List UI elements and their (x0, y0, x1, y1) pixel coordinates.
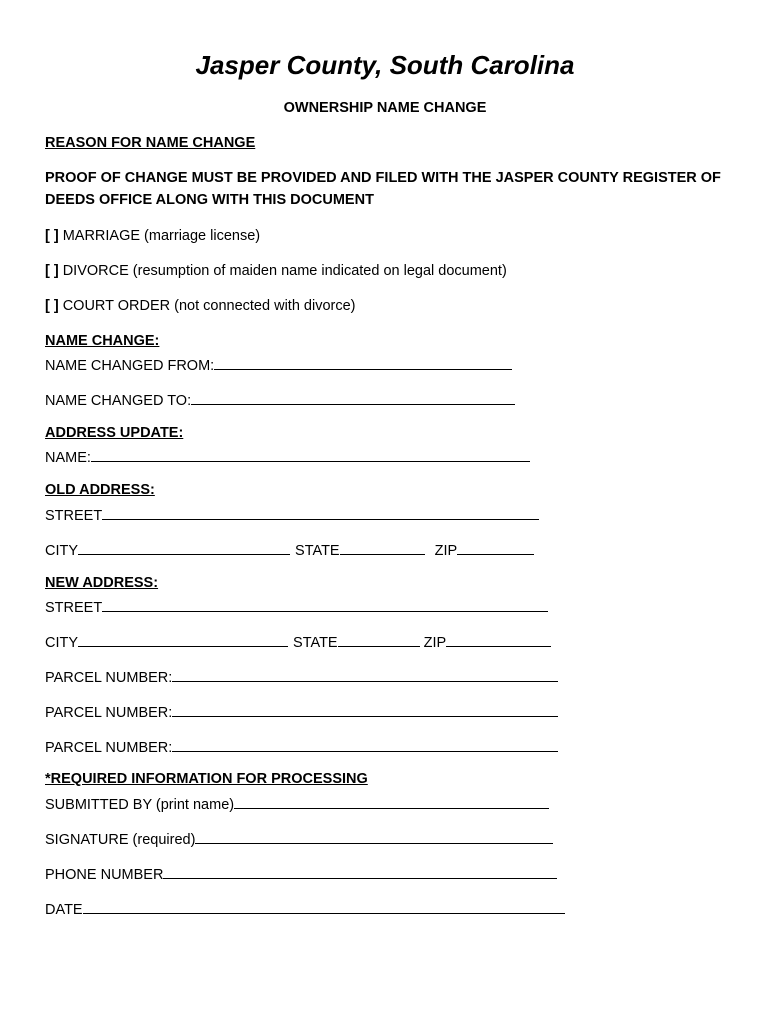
parcel-number-field-2[interactable] (172, 702, 558, 717)
address-name-field[interactable] (91, 447, 530, 462)
submitted-by-label: SUBMITTED BY (print name) (45, 797, 235, 813)
old-zip-field[interactable] (457, 540, 534, 555)
new-zip-field[interactable] (446, 632, 551, 647)
required-info-heading: *REQUIRED INFORMATION FOR PROCESSING (45, 771, 368, 787)
name-changed-from-field[interactable] (214, 355, 512, 370)
signature-row (45, 829, 553, 848)
signature-label: SIGNATURE (required) (45, 832, 196, 848)
new-street-field[interactable] (102, 597, 548, 612)
old-zip-label: ZIP (434, 543, 458, 559)
address-name-label: NAME: (45, 450, 91, 466)
address-update-heading: ADDRESS UPDATE: (45, 425, 184, 441)
document-title: Jasper County, South Carolina (195, 50, 575, 80)
reason-heading: REASON FOR NAME CHANGE (45, 135, 256, 151)
date-field[interactable] (83, 899, 565, 914)
name-changed-to-field[interactable] (191, 390, 515, 405)
parcel-number-label: PARCEL NUMBER: (45, 705, 173, 721)
new-city-state-zip-row (45, 632, 551, 651)
submitted-by-field[interactable] (234, 794, 549, 809)
name-changed-from-label: NAME CHANGED FROM: (45, 358, 215, 374)
phone-number-row (45, 864, 557, 883)
name-changed-to-row (45, 390, 515, 409)
proof-notice-line-2: DEEDS OFFICE ALONG WITH THIS DOCUMENT (45, 192, 374, 208)
parcel-number-label: PARCEL NUMBER: (45, 670, 173, 686)
new-address-heading: NEW ADDRESS: (45, 575, 159, 591)
checkbox-court-order[interactable]: [ ] (45, 298, 59, 314)
name-changed-to-label: NAME CHANGED TO: (45, 393, 192, 409)
parcel-number-row-1 (45, 667, 558, 686)
new-state-field[interactable] (338, 632, 420, 647)
date-label: DATE (45, 902, 83, 918)
parcel-number-row-2 (45, 702, 558, 721)
checkbox-divorce[interactable]: [ ] (45, 263, 59, 279)
parcel-number-label: PARCEL NUMBER: (45, 740, 173, 756)
reason-option-marriage[interactable] (45, 228, 260, 244)
old-city-state-zip-row (45, 540, 534, 559)
new-street-row (45, 597, 548, 616)
reason-option-label: COURT ORDER (not connected with divorce) (62, 298, 356, 314)
new-street-label: STREET (45, 600, 103, 616)
phone-number-field[interactable] (163, 864, 557, 879)
old-state-field[interactable] (340, 540, 425, 555)
reason-option-label: DIVORCE (resumption of maiden name indicated on legal document) (62, 263, 507, 279)
new-city-label: CITY (45, 635, 79, 651)
parcel-number-field-3[interactable] (172, 737, 558, 752)
address-name-row (45, 447, 530, 466)
old-city-field[interactable] (78, 540, 290, 555)
phone-number-label: PHONE NUMBER (45, 867, 164, 883)
old-city-label: CITY (45, 543, 79, 559)
old-address-heading: OLD ADDRESS: (45, 482, 155, 498)
new-city-field[interactable] (78, 632, 288, 647)
document-subtitle: OWNERSHIP NAME CHANGE (283, 100, 487, 116)
new-state-label: STATE (293, 635, 338, 651)
reason-option-divorce[interactable] (45, 263, 507, 279)
proof-notice-line-1: PROOF OF CHANGE MUST BE PROVIDED AND FILED WITH THE JASPER COUNTY REGISTER OF (45, 170, 721, 186)
signature-field[interactable] (195, 829, 553, 844)
new-zip-label: ZIP (423, 635, 447, 651)
checkbox-marriage[interactable]: [ ] (45, 228, 59, 244)
submitted-by-row (45, 794, 549, 813)
old-street-label: STREET (45, 508, 103, 524)
old-street-row (45, 505, 539, 524)
old-street-field[interactable] (102, 505, 539, 520)
date-row (45, 899, 565, 918)
name-change-heading: NAME CHANGE: (45, 333, 160, 349)
parcel-number-field-1[interactable] (172, 667, 558, 682)
parcel-number-row-3 (45, 737, 558, 756)
reason-option-label: MARRIAGE (marriage license) (62, 228, 261, 244)
name-changed-from-row (45, 355, 512, 374)
old-state-label: STATE (295, 543, 340, 559)
reason-option-court-order[interactable] (45, 298, 355, 314)
